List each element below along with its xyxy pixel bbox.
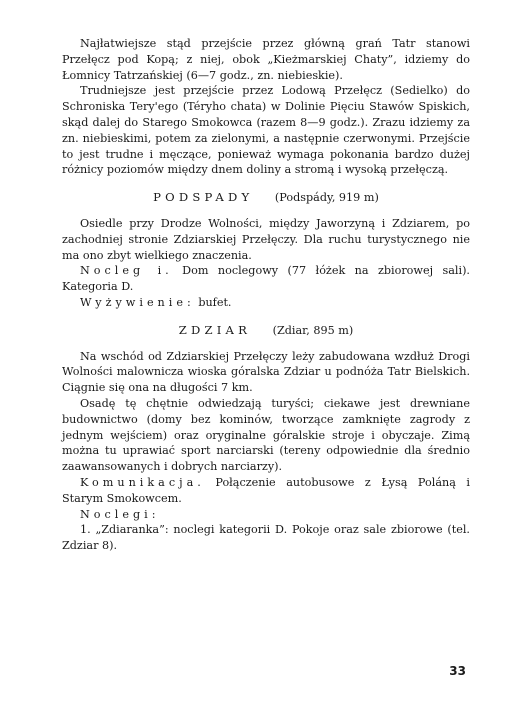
page-number: 33: [449, 664, 466, 678]
nocleg-label: Nocleg i.: [80, 264, 173, 278]
section-title: ZDZIAR: [178, 322, 252, 337]
section-subtitle: (Podspády, 919 m): [274, 191, 379, 205]
section-heading-zdziar: [62, 323, 470, 339]
paragraph-zdziar-intro: Na wschód od Zdziarskiej Przełęczy leży zabudowana wzdłuż Drogi Wolności malownicza wioska góralska Zdziar u podnóża Tatr Bielskich. Ciągnie się ona na długości 7 km.: [62, 349, 470, 395]
noclegi-label: Noclegi:: [80, 507, 160, 521]
komunikacja-label: Komunikacja.: [80, 475, 205, 489]
section-title: PODSPADY: [153, 190, 254, 205]
paragraph-zdziar-turysci: Osadę tę chętnie odwiedzają turyści; ciekawe jest drewniane budownictwo (domy bez kominów, tworzące zamknięte zagrody z jednym wejściem) oraz oryginalne góralskie stroje i obyczaje. Zimą można tu uprawiać sport narciarski (tereny odpowiednie dla średnio zaawansowanych i dobrych narciarzy).: [62, 396, 470, 474]
page-text-block: [62, 36, 470, 554]
komunikacja-line: [62, 475, 470, 507]
noclegi-line: [62, 507, 470, 523]
section-heading-podspady: [62, 190, 470, 206]
paragraph-lodowa: Trudniejsze jest przejście przez Lodową Przełęcz (Sedielko) do Schroniska Tery'ego (Téryho chata) w Dolinie Pięciu Stawów Spiskich, skąd dalej do Starego Smokowca (razem 8—9 godz.). Zrazu idziemy za zn. niebieskimi, potem za zielonymi, a następnie czerwonymi. Przejście to jest trudne i męczące, ponieważ wymaga pokonania bardzo dużej różnicy poziomów między dnem doliny a stromą i wysoką przełęczą.: [62, 84, 470, 177]
noclegi-item: 1. „Zdiaranka”: noclegi kategorii D. Pokoje oraz sale zbiorowe (tel. Zdziar 8).: [62, 523, 470, 553]
wyzywienie-text: bufet.: [198, 295, 232, 309]
nocleg-line: [62, 263, 470, 295]
paragraph-kopa: Najłatwiejsze stąd przejście przez główną grań Tatr stanowi Przełęcz pod Kopą; z niej, obok „Kieżmarskiej Chaty”, idziemy do Łomnicy Tatrzańskiej (6—7 godz., zn. niebieskie).: [62, 37, 470, 82]
wyzywienie-label: Wyżywienie:: [80, 295, 195, 309]
komunikacja-text: Połączenie autobusowe z Łysą Poláną i Starym Smokowcem.: [62, 475, 470, 505]
paragraph-podspady: Osiedle przy Drodze Wolności, między Jaworzyną i Zdziarem, po zachodniej stronie Zdziarskiej Przełęczy. Dla ruchu turystycznego nie ma ono zbyt wielkiego znaczenia.: [62, 216, 470, 262]
nocleg-text: Dom noclegowy (77 łóżek na zbiorowej sali). Kategoria D.: [62, 264, 470, 294]
section-subtitle: (Zdiar, 895 m): [272, 323, 354, 337]
wyzywienie-line: [62, 295, 470, 311]
